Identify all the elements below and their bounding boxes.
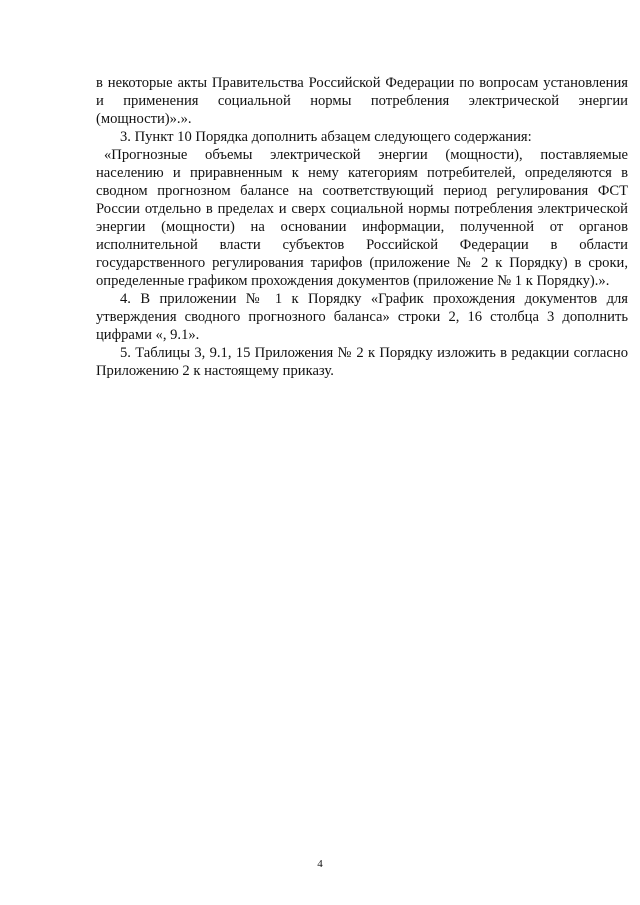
paragraph-item-5: 5. Таблицы 3, 9.1, 15 Приложения № 2 к Порядку изложить в редакции согласно Приложению 2 к настоящему приказу. <box>96 345 628 379</box>
paragraph-item-3: 3. Пункт 10 Порядка дополнить абзацем следующего содержания: <box>120 129 532 145</box>
paragraph-continuation: в некоторые акты Правительства Российской Федерации по вопросам установления и применения социальной нормы потребления электрической энергии (мощности)».». <box>96 75 628 127</box>
document-body <box>96 74 628 380</box>
paragraph-quoted-text: «Прогнозные объемы электрической энергии (мощности), поставляемые населению и приравненным к нему категориям потребителей, определяются в сводном прогнозном балансе на соответствующий период регулирования ФСТ России отдельно в пределах и сверх социальной нормы потребления электрической энергии (мощности) на основании информации, полученной от органов исполнительной власти субъектов Российской Федерации в области государственного регулирования тарифов (приложение № 2 к Порядку) в сроки, определенные графиком прохождения документов (приложение № 1 к Порядку).». <box>96 147 628 289</box>
paragraph-item-4: 4. В приложении № 1 к Порядку «График прохождения документов для утверждения сводного прогнозного баланса» строки 2, 16 столбца 3 дополнить цифрами «, 9.1». <box>96 291 628 343</box>
page-number: 4 <box>317 858 323 870</box>
